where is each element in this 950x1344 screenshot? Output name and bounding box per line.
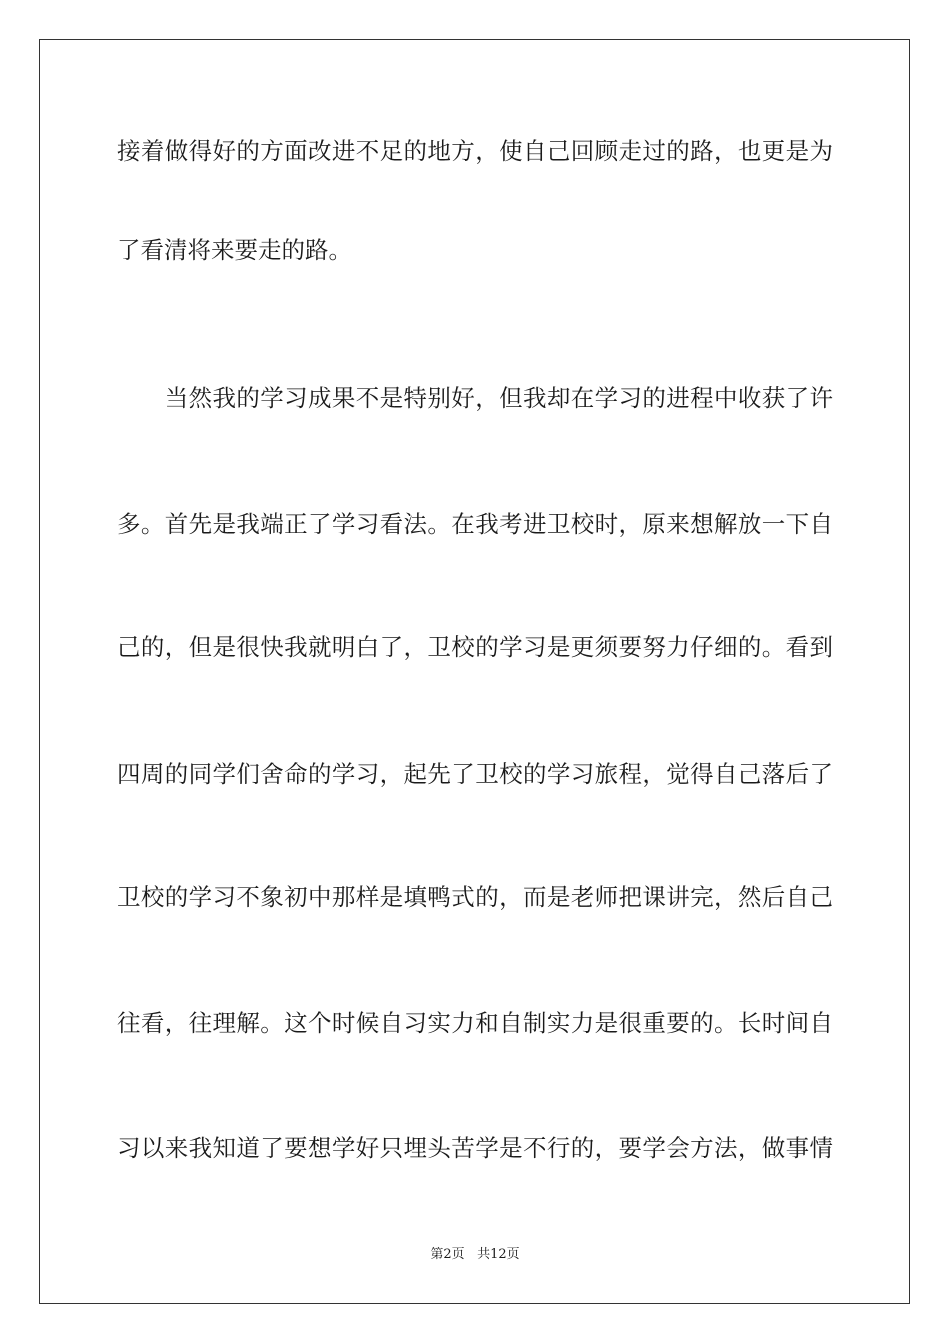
body-text-line: 接着做得好的方面改进不足的地方，使自己回顾走过的路，也更是为: [117, 137, 833, 165]
body-text-line: 当然我的学习成果不是特别好，但我却在学习的进程中收获了许: [117, 384, 833, 412]
body-text-line: 往看，往理解。这个时候自习实力和自制实力是很重要的。长时间自: [117, 1009, 833, 1037]
body-text-line: 己的，但是很快我就明白了，卫校的学习是更须要努力仔细的。看到: [117, 633, 833, 661]
total-pages-label: 共12页: [477, 1247, 520, 1262]
body-text-line: 卫校的学习不象初中那样是填鸭式的，而是老师把课讲完，然后自己: [117, 883, 833, 911]
current-page-label: 第2页: [430, 1247, 465, 1262]
body-text-line: 四周的同学们舍命的学习，起先了卫校的学习旅程，觉得自己落后了: [117, 760, 833, 788]
body-text-line: 习以来我知道了要想学好只埋头苦学是不行的，要学会方法，做事情: [117, 1134, 833, 1162]
body-text-line: 多。首先是我端正了学习看法。在我考进卫校时，原来想解放一下自: [117, 510, 833, 538]
page-footer: [0, 1246, 950, 1264]
page-border: [39, 39, 910, 1304]
body-text-line: 了看清将来要走的路。: [117, 236, 352, 264]
